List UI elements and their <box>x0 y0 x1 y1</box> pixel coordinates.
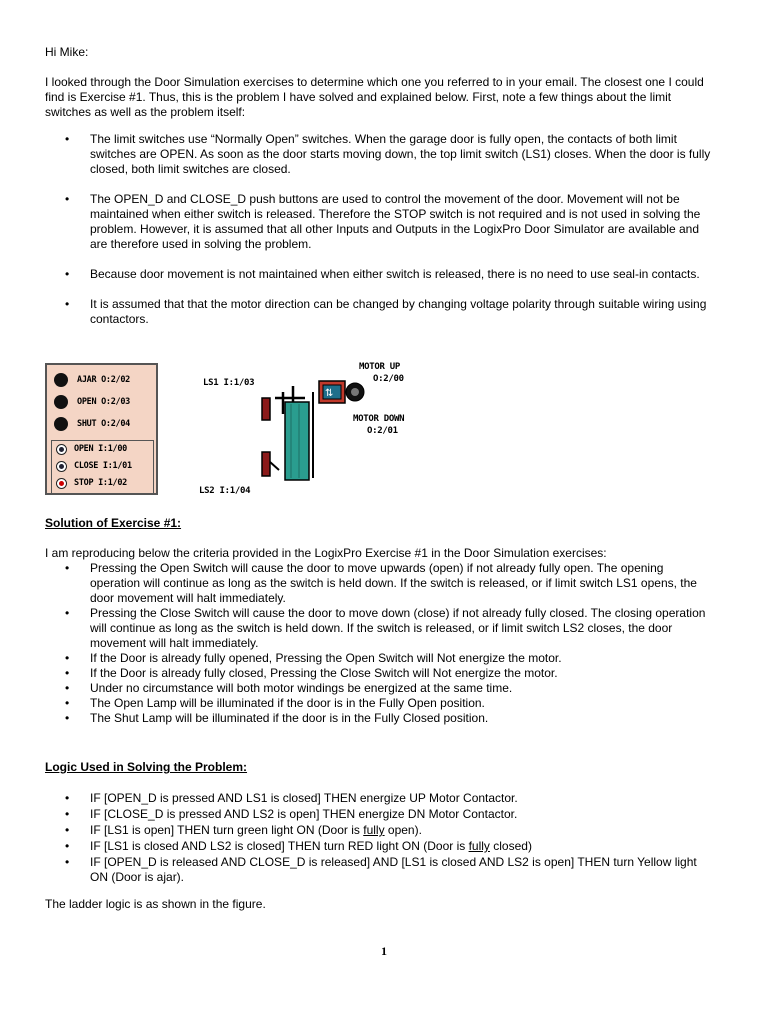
intro-paragraph: I looked through the Door Simulation exercises to determine which one you referred to in your email. The closest one I could find is Exercise #1. Thus, this is the problem I have solved and explained below. First, note a few things about the limit switches as well as the problem itself: <box>45 75 704 119</box>
text-run: closed) <box>489 839 532 853</box>
list-item: • The Open Lamp will be illuminated if the door is in the Fully Open position. <box>45 696 715 711</box>
logic-heading: Logic Used in Solving the Problem: <box>45 760 248 774</box>
open-pushbutton[interactable] <box>56 444 67 455</box>
ls2-switch <box>262 452 270 476</box>
io-panel <box>45 363 158 495</box>
criteria-intro: I am reproducing below the criteria provided in the LogixPro Exercise #1 in the Door Simulation exercises: <box>45 546 607 560</box>
open-lamp <box>54 395 68 409</box>
list-item <box>45 823 715 838</box>
list-item: • IF [CLOSE_D is pressed AND LS2 is open] THEN energize DN Motor Contactor. <box>45 807 715 822</box>
list-item: • If the Door is already fully closed, Pressing the Close Switch will Not energize the motor. <box>45 666 715 681</box>
underlined-word: fully <box>468 839 490 853</box>
text-run: IF [LS1 is closed AND LS2 is closed] THEN turn RED light ON (Door is <box>90 839 469 853</box>
close-pushbutton[interactable] <box>56 461 67 472</box>
closing-line: The ladder logic is as shown in the figure. <box>45 897 266 911</box>
door-mechanism <box>255 378 375 488</box>
list-item: • The Shut Lamp will be illuminated if the door is in the Fully Closed position. <box>45 711 715 726</box>
button-label: STOP I:1/02 <box>74 478 127 488</box>
pushbutton-group <box>51 440 154 494</box>
ls1-switch <box>262 398 270 420</box>
lamp-label: SHUT O:2/04 <box>77 419 130 429</box>
motor-up-address: O:2/00 <box>373 374 404 384</box>
motor-shaft-icon <box>351 388 359 396</box>
list-item: • Because door movement is not maintained when either switch is released, there is no need to use seal-in contacts. <box>45 267 715 282</box>
shut-lamp <box>54 417 68 431</box>
garage-door <box>285 402 309 480</box>
list-item: • It is assumed that that the motor direction can be changed by changing voltage polarity through suitable wiring using contactors. <box>45 297 715 327</box>
greeting: Hi Mike: <box>45 45 89 59</box>
ls1-label: LS1 I:1/03 <box>203 378 255 388</box>
door-simulator-figure <box>45 358 445 504</box>
logic-list <box>45 791 715 886</box>
page-number: 1 <box>381 944 387 958</box>
motor-down-label: MOTOR DOWN <box>353 414 405 424</box>
underlined-word: fully <box>363 823 385 837</box>
stop-pushbutton[interactable] <box>56 478 67 489</box>
solution-heading: Solution of Exercise #1: <box>45 516 182 530</box>
list-item: • Under no circumstance will both motor windings be energized at the same time. <box>45 681 715 696</box>
text-run: IF [LS1 is open] THEN turn green light ON (Door is <box>90 823 364 837</box>
notes-list <box>45 132 715 342</box>
text-run: open). <box>384 823 422 837</box>
motor-down-address: O:2/01 <box>367 426 398 436</box>
list-item: • IF [OPEN_D is released AND CLOSE_D is released] AND [LS1 is closed AND LS2 is open] THEN turn Yellow light ON (Door is ajar). <box>45 855 715 885</box>
button-label: OPEN I:1/00 <box>74 444 127 454</box>
list-item: • The OPEN_D and CLOSE_D push buttons are used to control the movement of the door. Movement will not be maintained when either switch is released. Therefore the STOP switch is not required and is not used in solving the problem. However, it is assumed that all other Inputs and Outputs in the LogixPro Door Simulator are available and are therefore used in solving the problem. <box>45 192 715 252</box>
list-item: • Pressing the Open Switch will cause the door to move upwards (open) if not already fully open. The opening operation will continue as long as the switch is held down. If the switch is released, or if limit switch LS1 opens, the door movement will halt immediately. <box>45 561 715 606</box>
criteria-list <box>45 561 715 726</box>
list-item <box>45 839 715 854</box>
list-item: • IF [OPEN_D is pressed AND LS1 is closed] THEN energize UP Motor Contactor. <box>45 791 715 806</box>
arrows-icon: ⇅ <box>325 388 334 399</box>
list-item: • Pressing the Close Switch will cause the door to move down (close) if not already fully closed. The closing operation will continue as long as the switch is held down. If the switch is released, or if limit switch LS2 closes, the door movement will halt immediately. <box>45 606 715 651</box>
ls2-actuator <box>270 462 279 470</box>
button-label: CLOSE I:1/01 <box>74 461 132 471</box>
motor-up-label: MOTOR UP <box>359 362 400 372</box>
ajar-lamp <box>54 373 68 387</box>
list-item: • The limit switches use “Normally Open” switches. When the garage door is fully open, the contacts of both limit switches are OPEN. As soon as the door starts moving down, the top limit switch (LS1) closes. When the door is fully closed, both limit switches are closed. <box>45 132 715 177</box>
lamp-label: AJAR O:2/02 <box>77 375 130 385</box>
list-item: • If the Door is already fully opened, Pressing the Open Switch will Not energize the motor. <box>45 651 715 666</box>
ls2-label: LS2 I:1/04 <box>199 486 251 496</box>
lamp-label: OPEN O:2/03 <box>77 397 130 407</box>
